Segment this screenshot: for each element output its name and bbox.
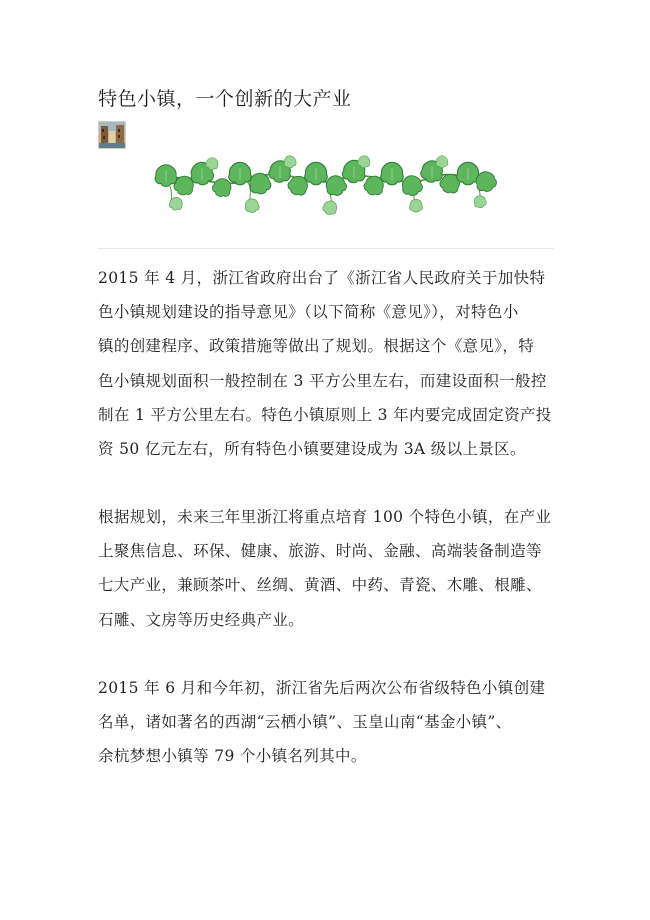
paragraph-3 xyxy=(98,671,562,774)
paragraph-line: 2015 年 4 月，浙江省政府出台了《浙江省人民政府关于加快特 xyxy=(98,269,546,287)
author-avatar-image xyxy=(98,121,126,149)
section-divider xyxy=(98,248,554,249)
article-title: 特色小镇，一个创新的大产业 xyxy=(98,88,352,110)
paragraph-line: 制在 1 平方公里左右。特色小镇原则上 3 年内要完成固定资产投 xyxy=(98,405,552,424)
paragraph-2 xyxy=(98,500,562,637)
paragraph-line: 2015 年 6 月和今年初，浙江省先后两次公布省级特色小镇创建 xyxy=(98,679,546,697)
paragraph-line: 色小镇规划面积一般控制在 3 平方公里左右，而建设面积一般控 xyxy=(98,371,547,390)
paragraph-line: 根据规划，未来三年里浙江将重点培育 100 个特色小镇，在产业 xyxy=(98,508,552,526)
paragraph-line: 镇的创建程序、政策措施等做出了规划。根据这个《意见》，特 xyxy=(98,337,535,356)
paragraph-line: 七大产业，兼顾茶叶、丝绸、黄酒、中药、青瓷、木雕、根雕、 xyxy=(98,576,542,595)
paragraph-1 xyxy=(98,261,562,466)
paragraph-line: 资 50 亿元左右，所有特色小镇要建设成为 3A 级以上景区。 xyxy=(98,440,526,459)
paragraph-line: 上聚焦信息、环保、健康、旅游、时尚、金融、高端装备制造等 xyxy=(98,542,542,561)
vine-ornament-image xyxy=(150,152,500,216)
paragraph-line: 色小镇规划建设的指导意见》（以下简称《意见》），对特色小 xyxy=(98,303,519,322)
paragraph-line: 余杭梦想小镇等 79 个小镇名列其中。 xyxy=(98,747,367,766)
paragraph-line: 石雕、文房等历史经典产业。 xyxy=(98,610,305,629)
avatar-photo-icon xyxy=(99,122,125,148)
paragraph-line: 名单，诸如著名的西湖“云栖小镇”、玉皇山南“基金小镇”、 xyxy=(98,713,512,732)
